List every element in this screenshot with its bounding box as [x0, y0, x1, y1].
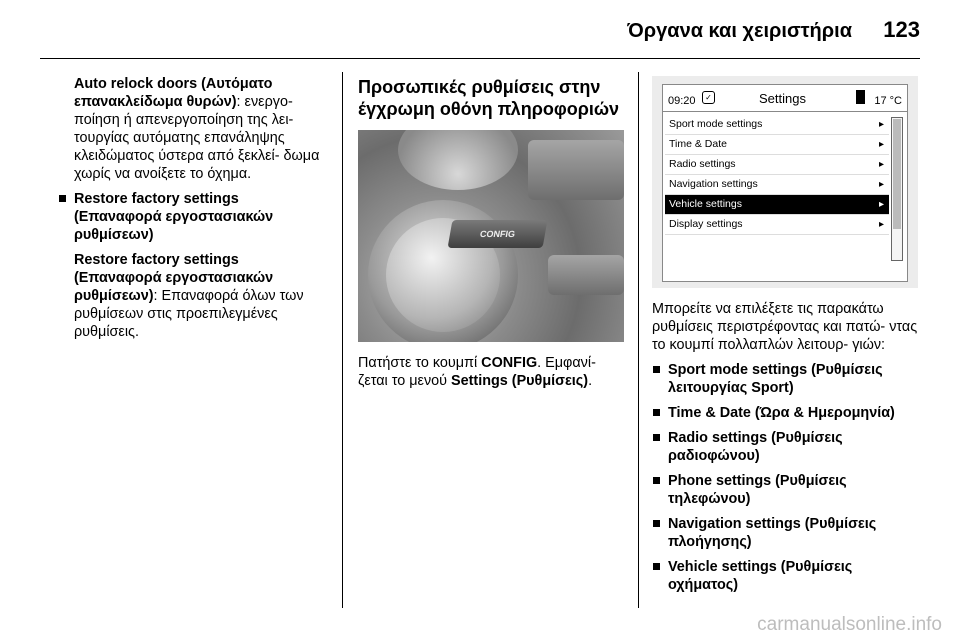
menu-item-time-date	[665, 135, 889, 155]
auto-relock-desc: : ενεργο- ποίηση ή απενεργοποίηση της λει- τουργίας αυτόματης επανάληψης κλειδώματος ύστερα από ξεκλεί- δωμα χωρίς να ανοίξετε το όχημα.	[74, 94, 320, 182]
display-scrollbar	[891, 117, 903, 261]
menu-item-display	[665, 215, 889, 235]
list-item-label: Navigation settings (Ρυθμίσεις πλοήγησης)	[668, 516, 877, 550]
chevron-right-icon: ▸	[878, 159, 884, 170]
console-photo	[358, 130, 624, 342]
restore-bullet	[58, 190, 328, 244]
page-number: 123	[883, 17, 920, 42]
instruction-text: .	[588, 373, 593, 389]
menu-item-label: Navigation settings	[669, 178, 758, 190]
display-temperature: 17 °C	[874, 95, 902, 107]
column-2	[358, 76, 624, 397]
display-title: Settings	[759, 91, 806, 106]
list-item-label: Time & Date (Ώρα & Ημερομηνία)	[668, 405, 895, 421]
settings-term: Settings (Ρυθμίσεις)	[451, 373, 589, 389]
restore-term: Restore factory settings (Επαναφορά εργοστασιακών ρυθμίσεων)	[74, 252, 274, 304]
section-heading: Προσωπικές ρυθμίσεις στην έγχρωμη οθόνη πληροφοριών	[358, 77, 620, 119]
list-item	[652, 558, 922, 594]
clock-icon: ✓	[702, 91, 715, 104]
menu-item-radio	[665, 155, 889, 175]
menu-item-label: Vehicle settings	[669, 198, 742, 210]
upper-knob	[398, 130, 518, 190]
chapter-title: Όργανα και χειριστήρια	[627, 20, 852, 42]
column-divider-2	[638, 72, 639, 608]
instruction-text: Πατήστε το κουμπί	[358, 355, 482, 371]
watermark: carmanualsonline.info	[757, 614, 942, 635]
config-term: CONFIG	[481, 355, 538, 371]
chevron-right-icon: ▸	[878, 119, 884, 130]
settings-menu-list	[665, 115, 889, 235]
auto-relock-term: Auto relock doors (Αυτόματο επανακλείδωμα θυρών)	[74, 76, 273, 110]
restore-desc: : Επαναφορά όλων των ρυθμίσεων στις προεπιλεγμένες ρυθμίσεις.	[74, 288, 304, 340]
menu-item-vehicle	[665, 195, 889, 215]
menu-item-label: Display settings	[669, 218, 743, 230]
restore-bullet-label: Restore factory settings (Επαναφορά εργοστασιακών ρυθμίσεων)	[74, 191, 274, 243]
column-1	[58, 75, 328, 348]
header-divider	[40, 58, 920, 59]
page-header	[0, 0, 960, 62]
console-button-shape	[528, 140, 624, 200]
instruction-text: . Εμφανί- ζεται το μενού	[358, 355, 596, 389]
display-status-bar	[663, 85, 907, 112]
settings-screen-figure	[652, 76, 918, 288]
menu-item-label: Radio settings	[669, 158, 736, 170]
selection-intro: Μπορείτε να επιλέξετε τις παρακάτω ρυθμίσεις περιστρέφοντας και πατώ- ντας το κουμπί πολλαπλών λειτουρ- γιών:	[652, 301, 918, 353]
chevron-right-icon: ▸	[878, 179, 884, 190]
chevron-right-icon: ▸	[878, 199, 884, 210]
list-item	[652, 515, 922, 551]
list-item-label: Radio settings (Ρυθμίσεις ραδιοφώνου)	[668, 430, 843, 464]
list-item	[652, 361, 922, 397]
restore-paragraph	[58, 251, 328, 341]
list-item-label: Phone settings (Ρυθμίσεις τηλεφώνου)	[668, 473, 847, 507]
menu-item-label: Time & Date	[669, 138, 727, 150]
list-item-label: Vehicle settings (Ρυθμίσεις οχήματος)	[668, 559, 853, 593]
list-item	[652, 429, 922, 465]
display-time: 09:20	[668, 95, 696, 107]
scrollbar-thumb	[893, 119, 901, 229]
list-item-label: Sport mode settings (Ρυθμίσεις λειτουργίας Sport)	[668, 362, 883, 396]
thermometer-icon	[856, 90, 865, 104]
column-3	[652, 76, 922, 601]
config-instruction	[358, 354, 624, 390]
auto-relock-paragraph	[58, 75, 328, 183]
column-divider-1	[342, 72, 343, 608]
menu-item-label: Sport mode settings	[669, 118, 763, 130]
chevron-right-icon: ▸	[878, 219, 884, 230]
console-button-shape	[548, 255, 624, 295]
info-display	[662, 84, 908, 282]
menu-item-sport-mode	[665, 115, 889, 135]
list-item	[652, 472, 922, 508]
menu-item-navigation	[665, 175, 889, 195]
list-item	[652, 404, 922, 422]
config-button: CONFIG	[448, 220, 548, 248]
chevron-right-icon: ▸	[878, 139, 884, 150]
